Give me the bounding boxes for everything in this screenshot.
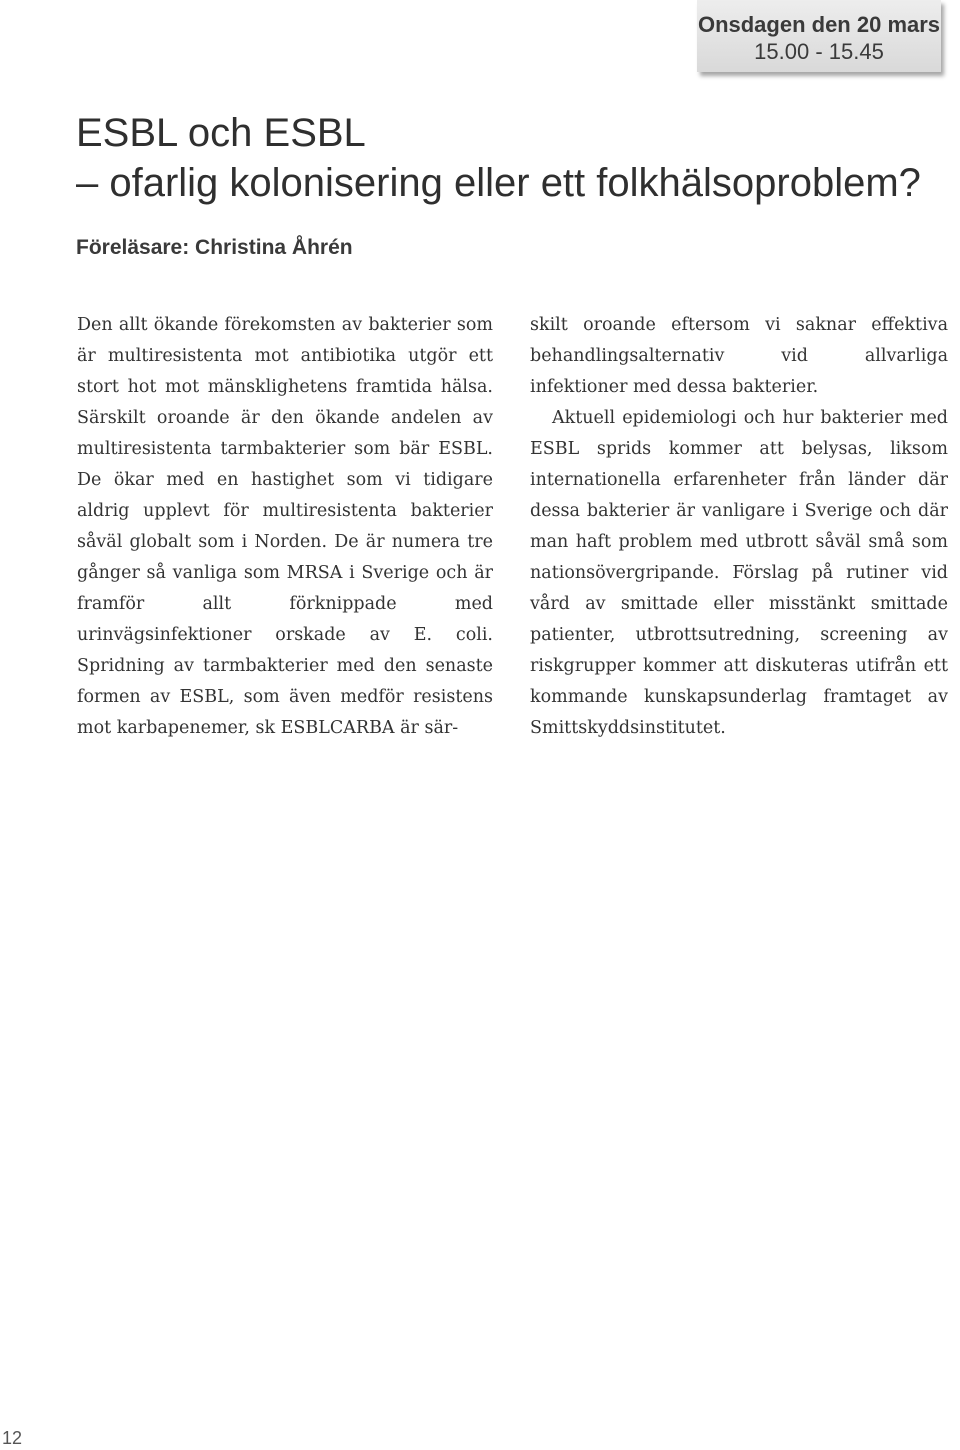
page-number: 12 bbox=[2, 1428, 23, 1448]
title-line-1: ESBL och ESBL bbox=[76, 111, 366, 155]
body-paragraph-2: Aktuell epidemiologi och hur bakterier med ESBL sprids kommer att belysas, liksom internationella erfarenheter från länder där dessa bakterier är vanligare i Sverige och där man haft problem med utbrott såväl små som nationsövergripande. Förslag på rutiner vid vård av smittade eller misstänkt smittade patienter, utbrottsutredning, screening av riskgrupper kommer att diskuteras utifrån ett kommande kunskapsunderlag framtaget av Smittskyddsinstitutet. bbox=[530, 408, 948, 738]
body-column-right bbox=[530, 310, 948, 744]
session-time: 15.00 - 15.45 bbox=[754, 39, 884, 64]
session-date-tab bbox=[697, 0, 941, 72]
body-paragraph-1: Den allt ökande förekomsten av bakterier som är multiresistenta mot antibiotika utgör ett stort hot mot mänsklighetens framtida hälsa. Särskilt oroande är den ökande andelen av multiresistenta tarmbakterier som bär ESBL. De ökar med en hastighet som vi tidigare aldrig upplevt för multiresistenta bakterier såväl globalt som i Norden. De är numera tre gånger så vanliga som MRSA i Sverige och är framför allt förknippade med urinvägsinfektioner orskade av E. coli. Spridning av tarmbakterier med den senaste formen av ESBL, som även medför resistens mot karbapenemer, sk ESBLCARBA är sär- bbox=[77, 315, 493, 738]
session-date: Onsdagen den 20 mars bbox=[697, 12, 941, 37]
body-column-left bbox=[77, 310, 493, 744]
title-line-2: – ofarlig kolonisering eller ett folkhälsoproblem? bbox=[76, 161, 921, 205]
body-paragraph-1-continued: skilt oroande eftersom vi saknar effektiva behandlingsalternativ vid allvarliga infektioner med dessa bakterier. bbox=[530, 315, 948, 397]
page-title bbox=[76, 108, 936, 208]
speaker-name: Föreläsare: Christina Åhrén bbox=[76, 236, 353, 259]
